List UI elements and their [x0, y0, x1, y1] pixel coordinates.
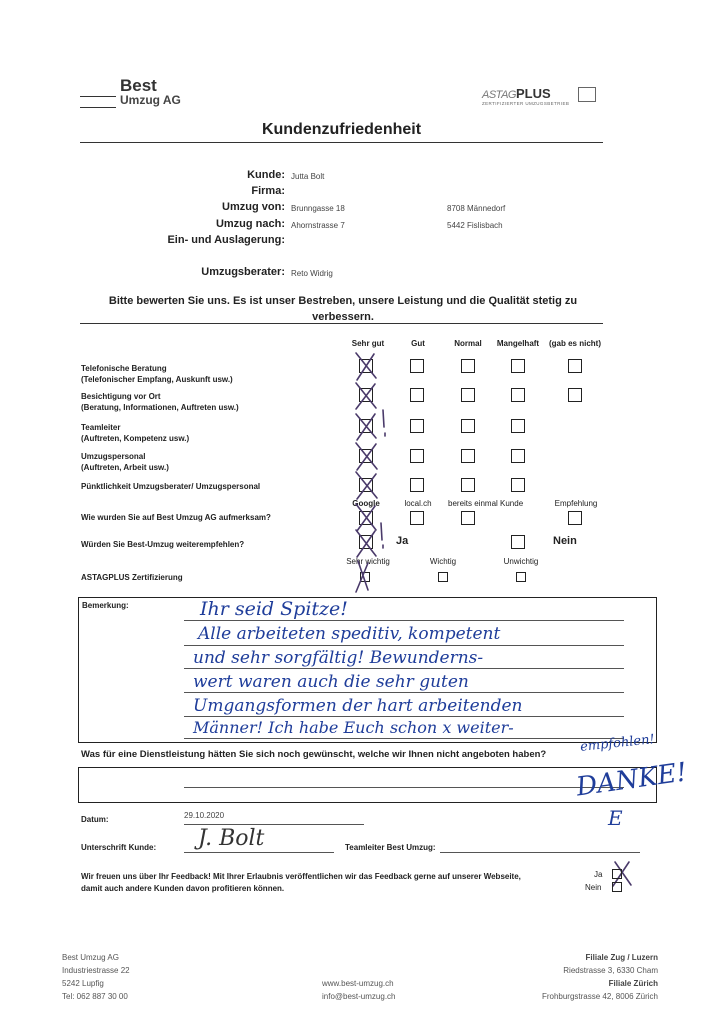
logo-brand-bottom: Umzug AG — [120, 93, 181, 107]
opt-bereits-kunde: bereits einmal Kunde — [448, 499, 524, 508]
footer-branch1-name: Filiale Zug / Luzern — [585, 953, 658, 962]
umzug-von-city: 8708 Männedorf — [447, 204, 506, 213]
handwritten-initial: E — [608, 806, 623, 830]
col-sehr-gut: Sehr gut — [351, 339, 385, 348]
remark-handwriting-2: Alle arbeiteten speditiv, kompetent — [198, 624, 501, 644]
opt-google: Google — [352, 499, 380, 508]
astag-opt-sehr-wichtig: Sehr wichtig — [346, 557, 390, 566]
col-gut: Gut — [411, 339, 425, 348]
astag-prefix: ASTAG — [482, 89, 516, 101]
publish-nein-label: Nein — [585, 883, 602, 892]
footer-branch1-addr: Riedstrasse 3, 6330 Cham — [563, 966, 658, 975]
remark-line — [184, 645, 624, 646]
umzug-nach-street: Ahornstrasse 7 — [291, 221, 345, 230]
footer-city: 5242 Lupfig — [62, 979, 104, 988]
row-title: Telefonische Beratung — [81, 364, 167, 373]
page-title: Kundenzufriedenheit — [261, 121, 422, 138]
astag-opt-wichtig: Wichtig — [429, 557, 457, 566]
customer-signature: J. Bolt — [198, 826, 265, 851]
remark-handwriting-3: und sehr sorgfältig! Bewunderns- — [193, 648, 484, 668]
row-title: Umzugspersonal — [81, 452, 146, 461]
footer-company: Best Umzug AG — [62, 953, 119, 962]
umzug-nach-city: 5442 Fislisbach — [447, 221, 503, 230]
publish-text-2: damit auch andere Kunden davon profitieren können. — [81, 884, 285, 893]
service-line — [184, 787, 624, 788]
remark-line — [184, 692, 624, 693]
umzugsberater-label: Umzugsberater: — [201, 266, 285, 278]
row-title: Pünktlichkeit Umzugsberater/ Umzugspersonal — [81, 482, 261, 491]
col-normal: Normal — [454, 339, 482, 348]
col-gab-es-nicht: (gab es nicht) — [548, 339, 601, 348]
col-mangelhaft: Mangelhaft — [496, 339, 540, 348]
remark-line — [184, 738, 624, 739]
source-question: Wie wurden Sie auf Best Umzug AG aufmerksam? — [81, 513, 271, 522]
service-question: Was für eine Dienstleistung hätten Sie sich noch gewünscht, welche wir Ihnen nicht angeboten haben? — [81, 749, 547, 760]
footer-branches — [542, 951, 658, 1003]
datum-label: Datum: — [81, 815, 109, 824]
astag-subtitle: ZERTIFIZIERTER UMZUGSBETRIEB — [482, 101, 570, 106]
remark-handwriting-7: empfohlen! — [579, 732, 656, 755]
footer-email[interactable]: info@best-umzug.ch — [322, 992, 396, 1001]
datum-line — [184, 824, 364, 825]
handwritten-danke: DANKE! — [574, 757, 689, 803]
publish-checkbox-nein[interactable] — [612, 882, 622, 892]
astag-opt-unwichtig: Unwichtig — [503, 557, 539, 566]
remark-handwriting-6: Männer! Ich habe Euch schon x weiter- — [193, 718, 514, 737]
service-box — [78, 767, 657, 803]
kunde-value: Jutta Bolt — [291, 172, 325, 181]
opt-empfehlung: Empfehlung — [554, 499, 598, 508]
publish-text-1: Wir freuen uns über Ihr Feedback! Mit Ihrer Erlaubnis veröffentlichen wir das Feedback gerne auf unserer Webseite, — [81, 872, 521, 881]
recommend-ja-label: Ja — [396, 535, 409, 547]
unterschrift-kunde-line — [184, 852, 334, 853]
footer-address — [62, 951, 130, 1003]
unterschrift-kunde-label: Unterschrift Kunde: — [81, 843, 157, 852]
astag-label: ASTAGPLUS Zertifizierung — [81, 573, 183, 582]
row-subtitle: (Auftreten, Arbeit usw.) — [81, 463, 169, 472]
row-title: Teamleiter — [81, 423, 121, 432]
recommend-question: Würden Sie Best-Umzug weiterempfehlen? — [81, 540, 245, 549]
lagerung-label: Ein- und Auslagerung: — [167, 234, 285, 246]
footer-contact — [322, 977, 396, 1003]
row-subtitle: (Beratung, Informationen, Auftreten usw.) — [81, 403, 239, 412]
row-subtitle: (Auftreten, Kompetenz usw.) — [81, 434, 190, 443]
remarks-label: Bemerkung: — [82, 601, 129, 610]
row-subtitle: (Telefonischer Empfang, Auskunft usw.) — [81, 375, 233, 384]
footer-branch2-name: Filiale Zürich — [608, 979, 658, 988]
teamleiter-line — [440, 852, 640, 853]
remark-handwriting-4: wert waren auch die sehr guten — [193, 672, 469, 692]
publish-checkbox-ja[interactable] — [612, 869, 622, 879]
opt-local-ch: local.ch — [404, 499, 432, 508]
teamleiter-label: Teamleiter Best Umzug: — [345, 843, 436, 852]
astag-plus: PLUS — [515, 86, 551, 101]
footer-branch2-addr: Frohburgstrasse 42, 8006 Zürich — [541, 992, 658, 1001]
kunde-label: Kunde: — [247, 169, 285, 181]
umzug-von-street: Brunngasse 18 — [291, 204, 345, 213]
row-title: Besichtigung vor Ort — [81, 392, 161, 401]
umzug-nach-label: Umzug nach: — [215, 218, 285, 230]
logo-brand-top: Best — [120, 76, 157, 95]
umzugsberater-value: Reto Widrig — [291, 269, 333, 278]
datum-value: 29.10.2020 — [184, 811, 225, 820]
footer-tel: Tel: 062 887 30 00 — [62, 992, 128, 1001]
publish-ja-label: Ja — [594, 870, 603, 879]
remark-handwriting-1: Ihr seid Spitze! — [200, 598, 348, 620]
footer-street: Industriestrasse 22 — [62, 966, 130, 975]
recommend-nein-label: Nein — [553, 535, 577, 547]
remark-handwriting-5: Umgangsformen der hart arbeitenden — [193, 696, 523, 716]
firma-label: Firma: — [251, 185, 285, 197]
umzug-von-label: Umzug von: — [222, 201, 285, 213]
intro-text: Bitte bewerten Sie uns. Es ist unser Bestreben, unsere Leistung und die Qualität stetig zu verbessern. — [108, 295, 578, 323]
footer-web[interactable]: www.best-umzug.ch — [322, 979, 394, 988]
remark-line — [184, 620, 624, 621]
remark-line — [184, 668, 624, 669]
remark-line — [184, 716, 624, 717]
